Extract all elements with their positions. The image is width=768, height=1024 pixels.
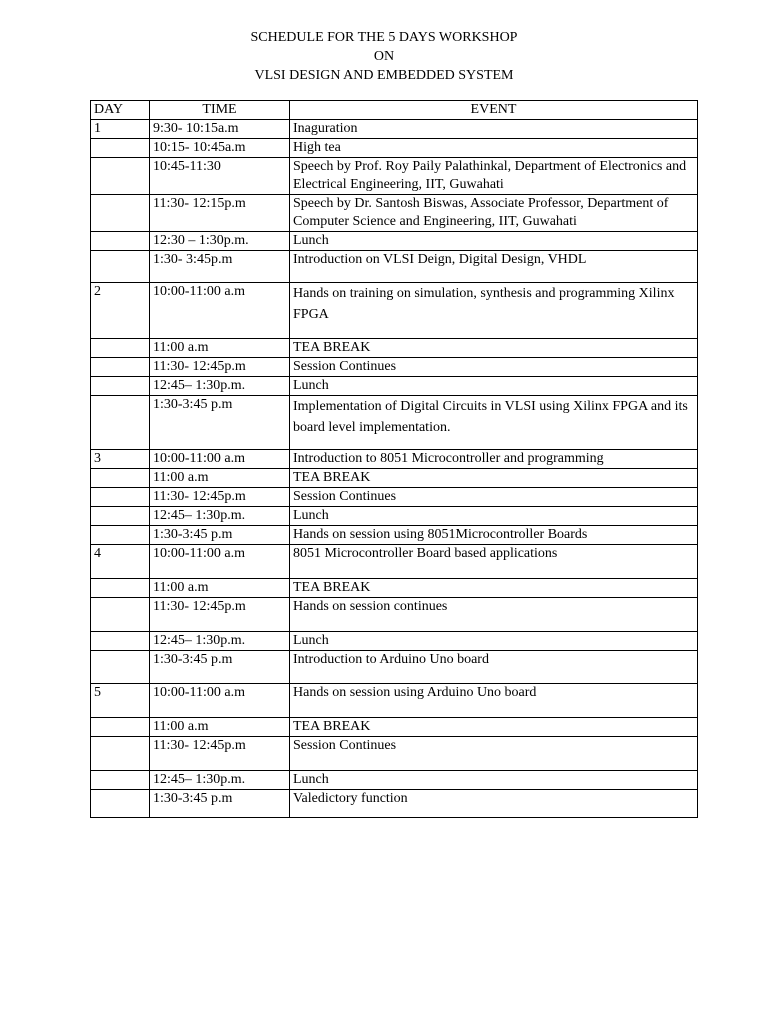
table-row (91, 579, 698, 598)
header-event: EVENT (290, 101, 698, 120)
event-cell: Speech by Dr. Santosh Biswas, Associate Professor, Department of Computer Science and Engineering, IIT, Guwahati (290, 195, 698, 232)
title-line-2: ON (373, 49, 395, 64)
table-row (91, 195, 698, 232)
time-cell: 12:45– 1:30p.m. (150, 377, 290, 396)
day-cell (91, 579, 150, 598)
event-cell: Introduction on VLSI Deign, Digital Design, VHDL (290, 251, 698, 283)
day-cell (91, 232, 150, 251)
event-cell: Lunch (290, 377, 698, 396)
header-day: DAY (91, 101, 150, 120)
day-cell (91, 158, 150, 195)
table-row (91, 251, 698, 283)
time-cell: 10:45-11:30 (150, 158, 290, 195)
time-cell: 11:00 a.m (150, 718, 290, 737)
table-row (91, 632, 698, 651)
title-line-3: VLSI DESIGN AND EMBEDDED SYSTEM (254, 68, 514, 83)
table-row (91, 598, 698, 632)
day-cell (91, 632, 150, 651)
day-cell: 5 (91, 684, 150, 718)
event-cell: Lunch (290, 507, 698, 526)
event-cell: Hands on session continues (290, 598, 698, 632)
day-cell: 3 (91, 450, 150, 469)
table-row (91, 790, 698, 818)
event-cell: TEA BREAK (290, 339, 698, 358)
time-cell: 12:30 – 1:30p.m. (150, 232, 290, 251)
day-cell: 4 (91, 545, 150, 579)
title-line-1: SCHEDULE FOR THE 5 DAYS WORKSHOP (250, 30, 518, 45)
day-cell (91, 339, 150, 358)
time-cell: 1:30-3:45 p.m (150, 790, 290, 818)
event-cell: TEA BREAK (290, 469, 698, 488)
event-cell: 8051 Microcontroller Board based applications (290, 545, 698, 579)
table-row (91, 339, 698, 358)
event-cell: Session Continues (290, 737, 698, 771)
time-cell: 11:00 a.m (150, 469, 290, 488)
time-cell: 12:45– 1:30p.m. (150, 632, 290, 651)
event-cell: Valedictory function (290, 790, 698, 818)
table-row (91, 684, 698, 718)
time-cell: 10:15- 10:45a.m (150, 139, 290, 158)
table-header-row (91, 101, 698, 120)
time-cell: 11:00 a.m (150, 579, 290, 598)
time-cell: 1:30-3:45 p.m (150, 526, 290, 545)
day-cell: 1 (91, 120, 150, 139)
event-cell: TEA BREAK (290, 579, 698, 598)
event-cell: Introduction to Arduino Uno board (290, 651, 698, 684)
table-row (91, 771, 698, 790)
table-row (91, 526, 698, 545)
table-row (91, 377, 698, 396)
table-row (91, 358, 698, 377)
event-cell: High tea (290, 139, 698, 158)
day-cell (91, 598, 150, 632)
day-cell (91, 139, 150, 158)
time-cell: 11:30- 12:15p.m (150, 195, 290, 232)
day-cell (91, 251, 150, 283)
event-cell: TEA BREAK (290, 718, 698, 737)
event-cell: Lunch (290, 632, 698, 651)
table-row (91, 651, 698, 684)
time-cell: 12:45– 1:30p.m. (150, 771, 290, 790)
event-cell: Session Continues (290, 358, 698, 377)
table-row (91, 507, 698, 526)
table-row (91, 120, 698, 139)
event-cell: Lunch (290, 232, 698, 251)
time-cell: 11:00 a.m (150, 339, 290, 358)
table-row (91, 469, 698, 488)
event-cell: Hands on training on simulation, synthesis and programming Xilinx FPGA (290, 283, 698, 339)
table-row (91, 139, 698, 158)
time-cell: 11:30- 12:45p.m (150, 358, 290, 377)
time-cell: 10:00-11:00 a.m (150, 283, 290, 339)
table-row (91, 488, 698, 507)
table-row (91, 158, 698, 195)
table-row (91, 396, 698, 450)
event-cell: Lunch (290, 771, 698, 790)
time-cell: 10:00-11:00 a.m (150, 545, 290, 579)
schedule-table (90, 100, 698, 818)
day-cell (91, 358, 150, 377)
event-cell: Hands on session using Arduino Uno board (290, 684, 698, 718)
day-cell: 2 (91, 283, 150, 339)
time-cell: 11:30- 12:45p.m (150, 598, 290, 632)
event-cell: Implementation of Digital Circuits in VLSI using Xilinx FPGA and its board level implementation. (290, 396, 698, 450)
time-cell: 12:45– 1:30p.m. (150, 507, 290, 526)
day-cell (91, 195, 150, 232)
header-time: TIME (150, 101, 290, 120)
table-row (91, 737, 698, 771)
table-row (91, 232, 698, 251)
event-cell: Inaguration (290, 120, 698, 139)
day-cell (91, 396, 150, 450)
day-cell (91, 737, 150, 771)
table-row (91, 283, 698, 339)
table-row (91, 450, 698, 469)
day-cell (91, 488, 150, 507)
day-cell (91, 718, 150, 737)
event-cell: Speech by Prof. Roy Paily Palathinkal, Department of Electronics and Electrical Engineering, IIT, Guwahati (290, 158, 698, 195)
table-row (91, 718, 698, 737)
time-cell: 10:00-11:00 a.m (150, 450, 290, 469)
time-cell: 11:30- 12:45p.m (150, 737, 290, 771)
time-cell: 10:00-11:00 a.m (150, 684, 290, 718)
event-cell: Session Continues (290, 488, 698, 507)
day-cell (91, 507, 150, 526)
day-cell (91, 377, 150, 396)
time-cell: 9:30- 10:15a.m (150, 120, 290, 139)
time-cell: 1:30- 3:45p.m (150, 251, 290, 283)
time-cell: 1:30-3:45 p.m (150, 396, 290, 450)
day-cell (91, 771, 150, 790)
time-cell: 11:30- 12:45p.m (150, 488, 290, 507)
day-cell (91, 526, 150, 545)
day-cell (91, 790, 150, 818)
time-cell: 1:30-3:45 p.m (150, 651, 290, 684)
day-cell (91, 469, 150, 488)
day-cell (91, 651, 150, 684)
event-cell: Hands on session using 8051Microcontroller Boards (290, 526, 698, 545)
table-row (91, 545, 698, 579)
event-cell: Introduction to 8051 Microcontroller and programming (290, 450, 698, 469)
document-title (0, 28, 768, 85)
